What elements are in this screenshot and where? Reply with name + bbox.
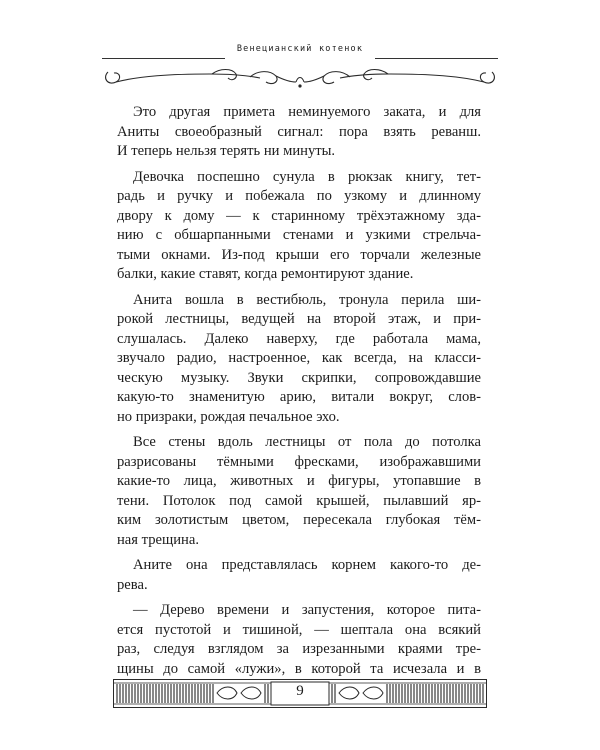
text-line: слушалась. Далеко наверху, где работала мама, [117,330,481,347]
page-body-text [117,103,481,679]
text-line: рева. [117,576,148,593]
text-line: Аните она представлялась корнем какого-то де- [133,557,481,573]
text-line: звучало радио, настроенное, как всегда, на класси- [117,350,481,366]
text-line: Аниты своеобразный сигнал: пора взять реванш. [117,123,481,140]
text-line: И теперь нельзя терять ни минуты. [117,143,336,159]
paragraph [117,433,481,550]
text-line: ческую музыку. Звуки скрипки, сопровождавшие [117,369,481,386]
page-number: 9 [296,683,304,699]
text-line: раз, следуя взглядом за изрезанными краями тре- [117,641,481,657]
text-line: разрисованы тёмными фресками, изображавшими [117,453,481,470]
text-line: двору к дому — к старинному трёхэтажному зда- [117,207,481,224]
text-line: Анита вошла в вестибюль, тронула перила ши- [133,291,481,308]
text-line: балки, какие ставят, когда ремонтируют здание. [117,266,414,282]
paragraph [117,601,481,679]
text-line: щины до самой «лужи», в которой та исчезала и в [117,660,481,677]
header-flourish-ornament [100,58,500,94]
text-line: какую-то знаменитую арию, витали вокруг, слов- [117,389,481,405]
text-line: Это другая примета неминуемого заката, и для [133,104,481,120]
paragraph [117,168,481,285]
text-line: но призраки, рождая печальное эхо. [117,408,340,425]
text-line: — Дерево времени и запустения, которое пита- [133,602,481,618]
text-line: радь и ручку и побежала по узкому и длинному [117,188,481,204]
running-header-title: Венецианский котенок [236,44,364,54]
text-line: ется пустотой и тишиной, — шептала она всякий [117,621,481,638]
text-line: Девочка поспешно сунула в рюкзак книгу, тет- [133,168,481,185]
text-line: рокой лестницы, ведущей на второй этаж, и при- [117,311,481,327]
text-line: какие-то лица, животных и фигуры, утопавшие в [117,473,481,489]
text-line: нию с обшарпанными стенами и узкими стрельча- [117,227,481,243]
text-line: ким золотистым цветом, пересекала глубокая тём- [117,512,481,528]
text-line: Все стены вдоль лестницы от пола до потолка [133,434,481,450]
paragraph [117,291,481,428]
text-line: тени. Потолок под самой крышей, пылавший яр- [117,492,481,509]
paragraph [117,103,481,162]
paragraph [117,556,481,595]
text-line: ная трещина. [117,531,199,548]
text-line: тыми окнами. Из-под крыши его торчали железные [117,246,481,263]
